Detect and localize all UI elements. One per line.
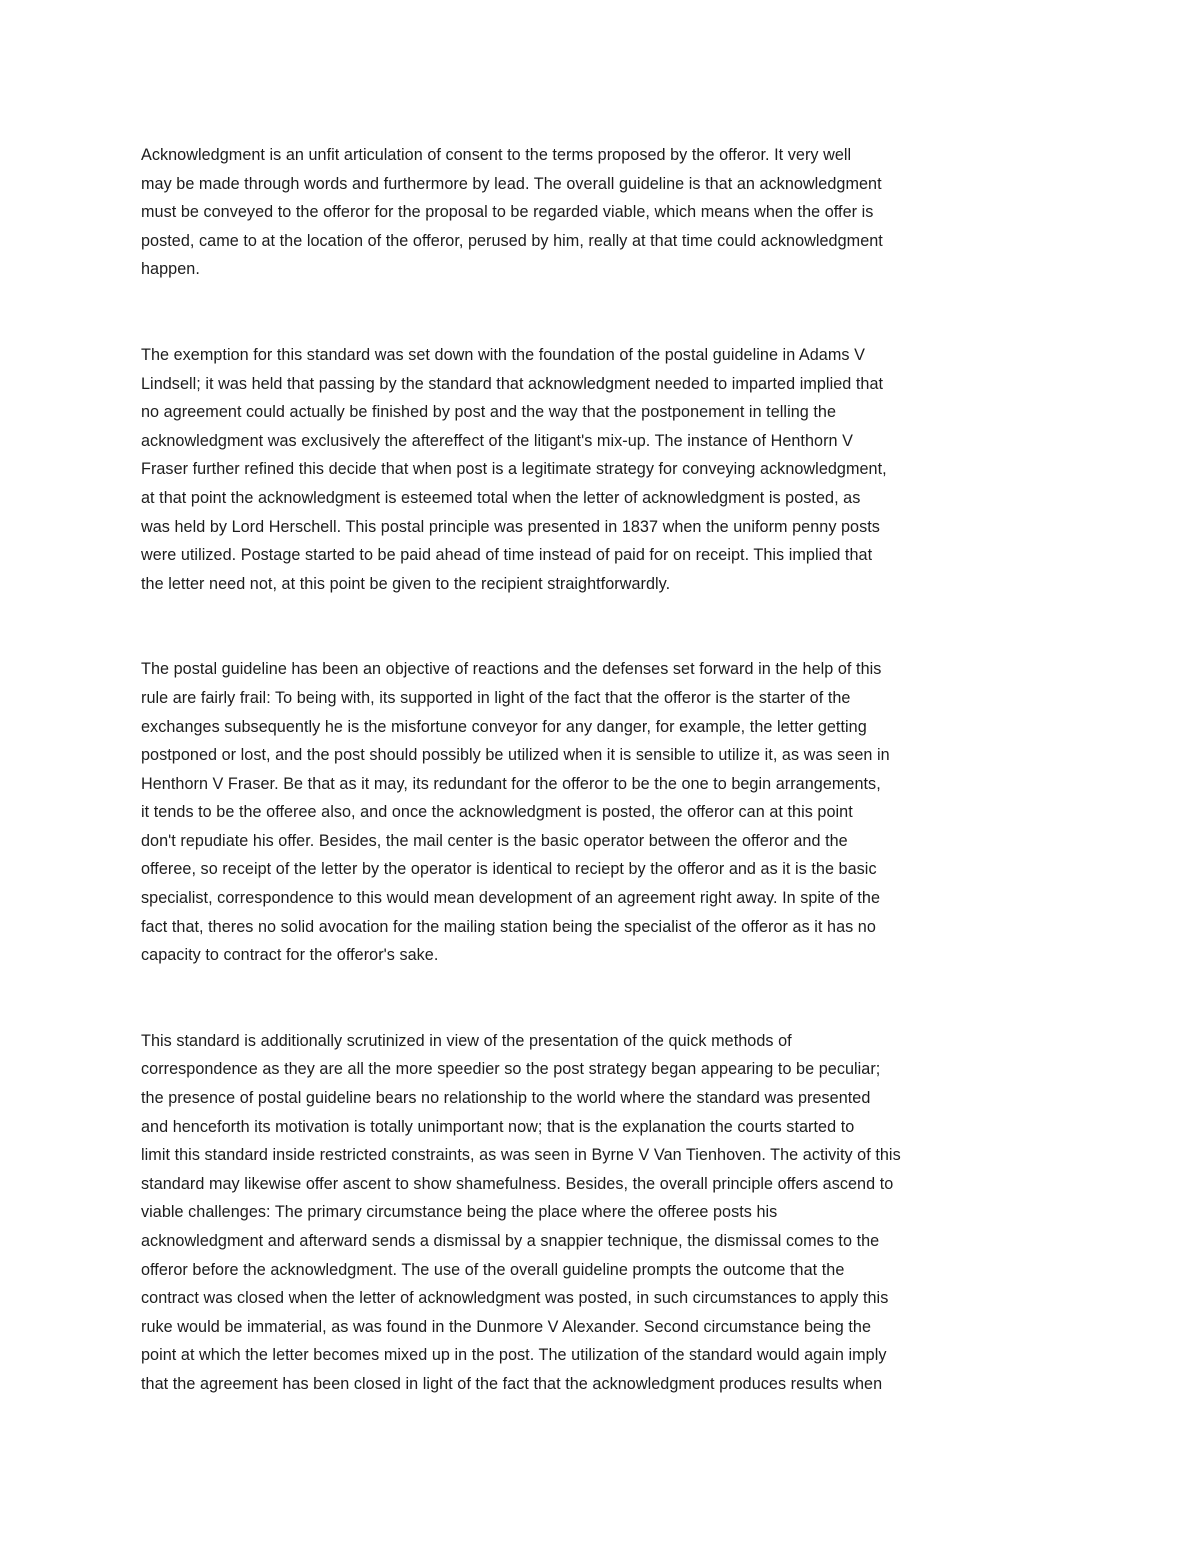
text-line: correspondence as they are all the more speedier so the post strategy began appearing to be peculiar;	[141, 1060, 881, 1079]
text-line: This standard is additionally scrutinized in view of the presentation of the quick methods of	[141, 1031, 792, 1050]
text-line: no agreement could actually be finished by post and the way that the postponement in telling the	[141, 403, 837, 422]
text-line: ruke would be immaterial, as was found in the Dunmore V Alexander. Second circumstance being the	[141, 1317, 872, 1336]
paragraph-spacer	[141, 970, 1067, 1027]
text-line: postponed or lost, and the post should possibly be utilized when it is sensible to utilize it, as was seen in	[141, 746, 890, 765]
paragraph-2	[141, 341, 1067, 598]
text-line: standard may likewise offer ascent to show shamefulness. Besides, the overall principle offers ascend to	[141, 1174, 894, 1193]
paragraph-spacer	[141, 598, 1067, 655]
text-line: fact that, theres no solid avocation for the mailing station being the specialist of the offeror as it has no	[141, 917, 876, 936]
text-line: The exemption for this standard was set down with the foundation of the postal guideline in Adams V	[141, 345, 865, 364]
text-line: offeree, so receipt of the letter by the operator is identical to reciept by the offeror and as it is the basic	[141, 860, 877, 879]
text-line: offeror before the acknowledgment. The use of the overall guideline prompts the outcome that the	[141, 1260, 845, 1279]
text-line: posted, came to at the location of the offeror, perused by him, really at that time could acknowledgment	[141, 231, 883, 250]
text-line: the letter need not, at this point be given to the recipient straightforwardly.	[141, 574, 671, 593]
text-line: Fraser further refined this decide that when post is a legitimate strategy for conveying acknowledgment,	[141, 460, 887, 479]
text-line: must be conveyed to the offeror for the proposal to be regarded viable, which means when the offer is	[141, 203, 874, 222]
text-line: point at which the letter becomes mixed up in the post. The utilization of the standard would again imply	[141, 1346, 887, 1365]
paragraph-spacer	[141, 284, 1067, 341]
text-line: happen.	[141, 260, 200, 279]
text-line: Henthorn V Fraser. Be that as it may, its redundant for the offeror to be the one to begin arrangements,	[141, 774, 881, 793]
text-line: that the agreement has been closed in light of the fact that the acknowledgment produces results when	[141, 1374, 883, 1393]
text-line: The postal guideline has been an objective of reactions and the defenses set forward in the help of this	[141, 660, 882, 679]
text-line: it tends to be the offeree also, and once the acknowledgment is posted, the offeror can at this point	[141, 803, 853, 822]
text-line: Lindsell; it was held that passing by the standard that acknowledgment needed to imparted implied that	[141, 374, 884, 393]
text-line: acknowledgment was exclusively the aftereffect of the litigant's mix-up. The instance of Henthorn V	[141, 431, 853, 450]
text-line: and henceforth its motivation is totally unimportant now; that is the explanation the courts started to	[141, 1117, 855, 1136]
text-line: were utilized. Postage started to be paid ahead of time instead of paid for on receipt. This implied that	[141, 546, 873, 565]
text-line: Acknowledgment is an unfit articulation of consent to the terms proposed by the offeror. It very well	[141, 146, 852, 164]
paragraph-1	[141, 141, 1067, 284]
text-line: the presence of postal guideline bears no relationship to the world where the standard was presented	[141, 1089, 871, 1108]
text-line: contract was closed when the letter of acknowledgment was posted, in such circumstances to apply this	[141, 1289, 889, 1308]
text-line: limit this standard inside restricted constraints, as was seen in Byrne V Van Tienhoven. The activity of this	[141, 1146, 901, 1165]
text-line: at that point the acknowledgment is esteemed total when the letter of acknowledgment is posted, as	[141, 488, 861, 507]
text-line: may be made through words and furthermore by lead. The overall guideline is that an acknowledgment	[141, 174, 882, 193]
document-body	[141, 141, 1067, 1399]
text-line: viable challenges: The primary circumstance being the place where the offeree posts his	[141, 1203, 778, 1222]
text-line: acknowledgment and afterward sends a dismissal by a snappier technique, the dismissal comes to the	[141, 1232, 880, 1250]
text-line: specialist, correspondence to this would mean development of an agreement right away. In spite of the	[141, 889, 881, 908]
paragraph-4	[141, 1027, 1067, 1399]
text-line: rule are fairly frail: To being with, its supported in light of the fact that the offeror is the starter of the	[141, 688, 851, 707]
paragraph-3	[141, 655, 1067, 970]
text-line: capacity to contract for the offeror's sake.	[141, 946, 439, 965]
text-line: exchanges subsequently he is the misfortune conveyor for any danger, for example, the letter getting	[141, 717, 867, 736]
text-line: was held by Lord Herschell. This postal principle was presented in 1837 when the uniform penny posts	[141, 517, 880, 536]
text-line: don't repudiate his offer. Besides, the mail center is the basic operator between the offeror and the	[141, 831, 848, 850]
